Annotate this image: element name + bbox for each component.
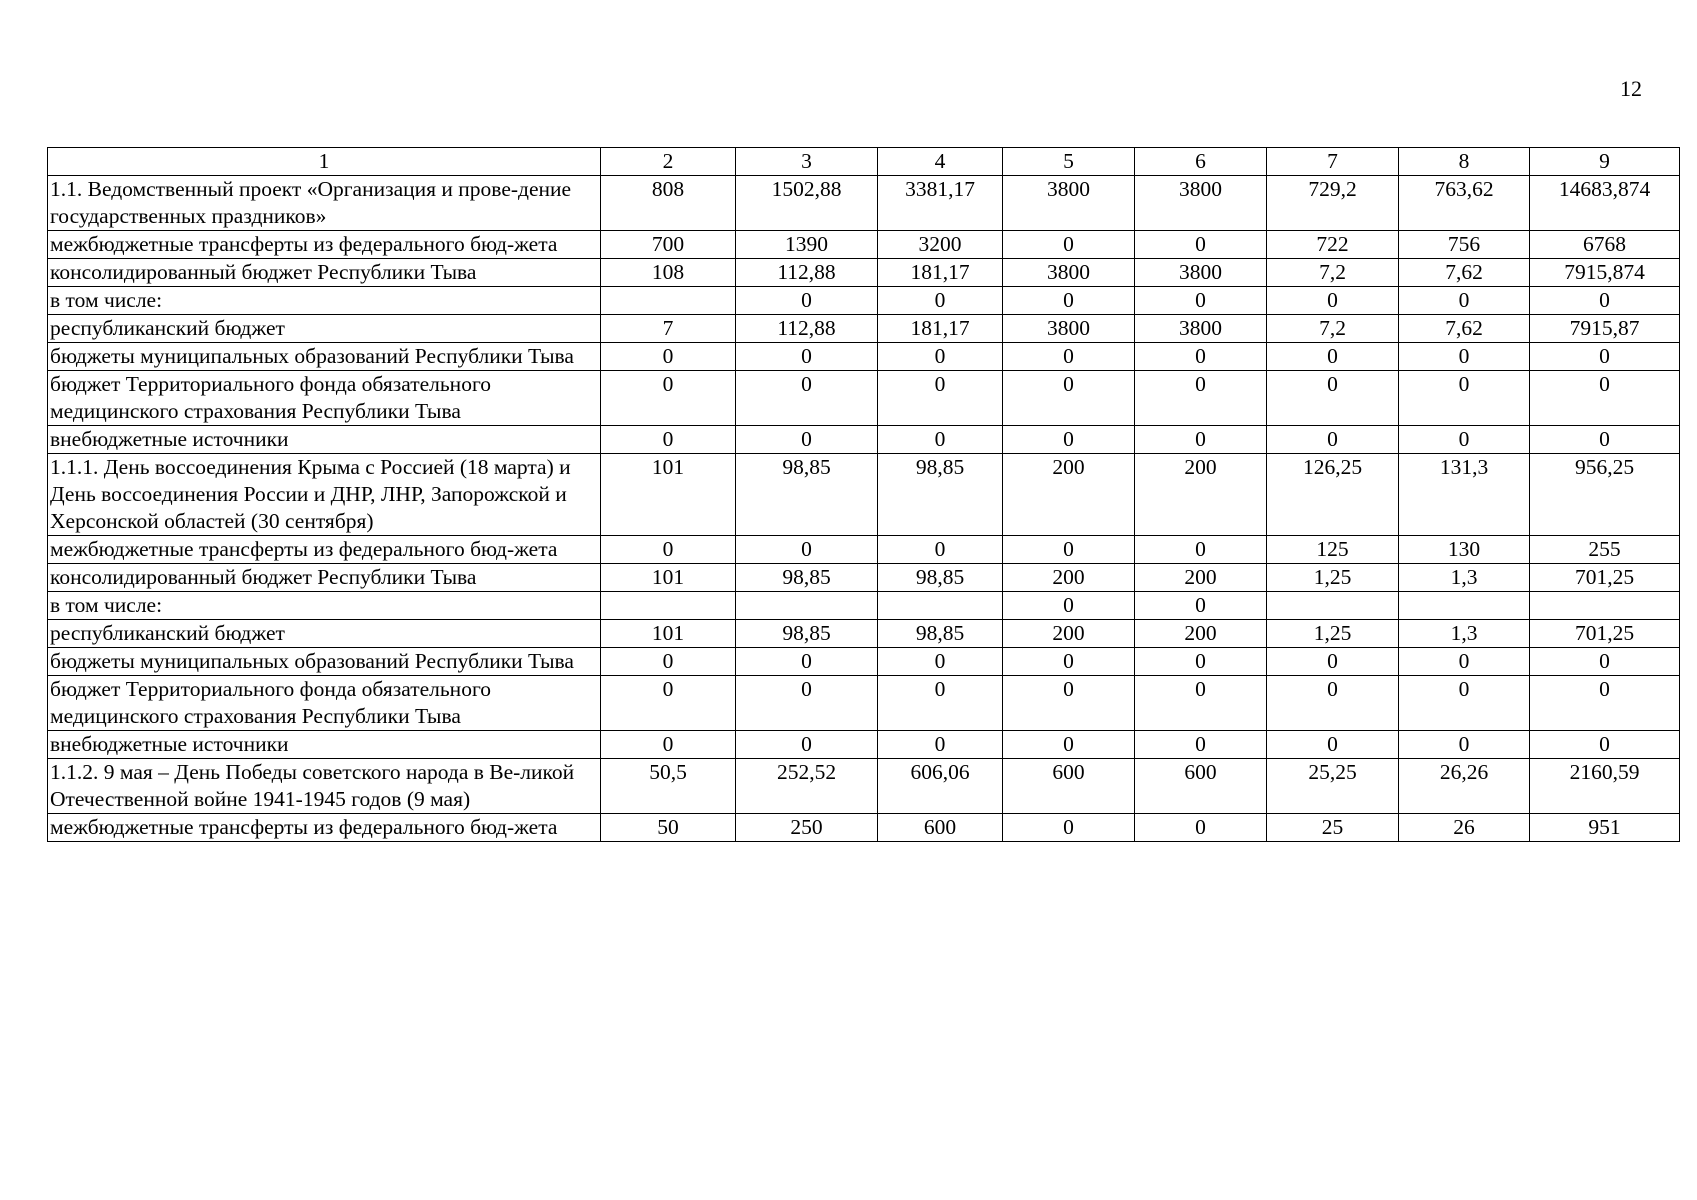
table-cell: 25,25 [1267,759,1399,814]
row-label: межбюджетные трансферты из федерального бюд-жета [48,231,601,259]
table-cell: 7,62 [1399,259,1530,287]
column-header: 7 [1267,148,1399,176]
table-cell: 0 [1267,371,1399,426]
row-label: межбюджетные трансферты из федерального бюд-жета [48,536,601,564]
table-cell: 0 [878,676,1003,731]
table-cell: 0 [1135,731,1267,759]
table-cell: 600 [878,814,1003,842]
table-cell [736,592,878,620]
table-cell: 0 [1267,426,1399,454]
table-cell: 0 [1003,814,1135,842]
table-cell: 2160,59 [1530,759,1680,814]
page-number: 12 [1620,76,1642,101]
table-cell: 700 [601,231,736,259]
table-cell: 200 [1003,564,1135,592]
table-cell: 0 [601,426,736,454]
table-row [48,648,1680,676]
table-cell: 0 [601,676,736,731]
table-cell: 0 [1003,648,1135,676]
table-cell [1530,592,1680,620]
row-label: консолидированный бюджет Республики Тыва [48,259,601,287]
table-cell: 701,25 [1530,564,1680,592]
table-cell: 0 [1399,426,1530,454]
table-cell: 7915,874 [1530,259,1680,287]
column-header: 3 [736,148,878,176]
table-cell: 0 [1530,343,1680,371]
table-cell: 756 [1399,231,1530,259]
table-row [48,426,1680,454]
table-row [48,620,1680,648]
table-cell: 0 [1530,676,1680,731]
row-label: внебюджетные источники [48,426,601,454]
table-cell: 7,62 [1399,315,1530,343]
table-cell: 606,06 [878,759,1003,814]
row-label: бюджет Территориального фонда обязательного медицинского страхования Республики Тыва [48,676,601,731]
table-cell: 0 [1267,343,1399,371]
table-cell: 0 [736,371,878,426]
table-cell: 0 [736,648,878,676]
table-cell: 0 [1530,731,1680,759]
table-row [48,592,1680,620]
column-header: 9 [1530,148,1680,176]
table-cell: 1502,88 [736,176,878,231]
table-cell: 0 [1003,287,1135,315]
table-row [48,759,1680,814]
table-row [48,536,1680,564]
table-cell: 0 [736,731,878,759]
row-label: бюджеты муниципальных образований Республики Тыва [48,343,601,371]
table-cell: 0 [1530,371,1680,426]
table-cell: 0 [601,343,736,371]
table-cell: 125 [1267,536,1399,564]
table-cell: 1,25 [1267,620,1399,648]
table-row [48,176,1680,231]
column-header: 5 [1003,148,1135,176]
table-cell: 0 [1135,231,1267,259]
table-row [48,731,1680,759]
table-cell: 25 [1267,814,1399,842]
table-cell: 3800 [1135,259,1267,287]
table-cell: 3800 [1135,315,1267,343]
table-cell [601,592,736,620]
table-row [48,371,1680,426]
table-cell: 26,26 [1399,759,1530,814]
row-label: консолидированный бюджет Республики Тыва [48,564,601,592]
row-label: 1.1.1. День воссоединения Крыма с Россией (18 марта) и День воссоединения России и ДНР, ЛНР, Запорожской и Херсонской областей (30 сентября) [48,454,601,536]
table-cell: 0 [601,648,736,676]
table-row [48,454,1680,536]
table-cell: 200 [1135,454,1267,536]
row-label: бюджет Территориального фонда обязательного медицинского страхования Республики Тыва [48,371,601,426]
table-cell: 0 [1530,426,1680,454]
table-cell: 0 [1399,371,1530,426]
table-cell: 0 [1399,287,1530,315]
budget-table [47,147,1680,842]
table-cell: 0 [601,536,736,564]
table-cell: 250 [736,814,878,842]
table-cell: 181,17 [878,315,1003,343]
table-cell: 0 [1399,731,1530,759]
table-cell: 0 [736,676,878,731]
table-row [48,814,1680,842]
table-cell: 600 [1135,759,1267,814]
table-cell: 50,5 [601,759,736,814]
table-cell: 0 [1530,287,1680,315]
table-cell: 200 [1003,620,1135,648]
table-cell: 255 [1530,536,1680,564]
table-cell: 200 [1135,620,1267,648]
table-cell: 0 [1135,371,1267,426]
table-row [48,343,1680,371]
table-cell: 1,3 [1399,620,1530,648]
row-label: в том числе: [48,592,601,620]
table-cell: 763,62 [1399,176,1530,231]
column-header: 1 [48,148,601,176]
row-label: республиканский бюджет [48,620,601,648]
table-cell: 98,85 [736,564,878,592]
table-cell: 600 [1003,759,1135,814]
table-cell: 0 [1003,426,1135,454]
table-cell: 0 [1135,814,1267,842]
table-cell: 0 [601,731,736,759]
table-cell: 0 [1135,536,1267,564]
table-cell [878,592,1003,620]
table-cell: 722 [1267,231,1399,259]
table-cell: 181,17 [878,259,1003,287]
row-label: республиканский бюджет [48,315,601,343]
table-cell: 101 [601,564,736,592]
row-label: межбюджетные трансферты из федерального бюд-жета [48,814,601,842]
table-cell: 0 [1135,343,1267,371]
table-cell: 0 [736,343,878,371]
table-cell: 0 [878,536,1003,564]
table-cell: 0 [1267,648,1399,676]
table-cell: 0 [1003,536,1135,564]
table-cell: 0 [878,426,1003,454]
table-cell: 50 [601,814,736,842]
table-cell: 1,3 [1399,564,1530,592]
table-cell: 26 [1399,814,1530,842]
table-cell: 3200 [878,231,1003,259]
table-cell: 1390 [736,231,878,259]
table-row [48,564,1680,592]
table-cell: 0 [1003,592,1135,620]
table-cell: 131,3 [1399,454,1530,536]
table-header-row [48,148,1680,176]
table-row [48,259,1680,287]
table-cell: 0 [1135,426,1267,454]
table-cell: 0 [1003,343,1135,371]
column-header: 8 [1399,148,1530,176]
table-cell: 252,52 [736,759,878,814]
row-label: 1.1. Ведомственный проект «Организация и прове-дение государственных праздников» [48,176,601,231]
table-cell: 0 [1003,231,1135,259]
table-cell: 0 [1399,648,1530,676]
table-cell: 0 [736,536,878,564]
table-row [48,231,1680,259]
table-cell: 0 [736,426,878,454]
table-cell: 0 [878,343,1003,371]
table-cell: 200 [1135,564,1267,592]
table-cell: 130 [1399,536,1530,564]
table-cell: 0 [878,287,1003,315]
table-cell: 701,25 [1530,620,1680,648]
table-cell: 951 [1530,814,1680,842]
table-cell: 0 [1530,648,1680,676]
table-cell: 3381,17 [878,176,1003,231]
table-cell: 98,85 [878,564,1003,592]
table-cell: 0 [1003,731,1135,759]
table-cell: 1,25 [1267,564,1399,592]
table-cell: 98,85 [736,454,878,536]
table-row [48,315,1680,343]
table-cell: 0 [601,371,736,426]
table-cell: 956,25 [1530,454,1680,536]
table-cell: 0 [1135,648,1267,676]
table-cell: 101 [601,454,736,536]
table-cell [1267,592,1399,620]
table-cell: 101 [601,620,736,648]
table-cell: 0 [1267,676,1399,731]
table-cell: 729,2 [1267,176,1399,231]
table-cell: 3800 [1003,259,1135,287]
table-cell: 0 [1135,592,1267,620]
table-cell: 112,88 [736,259,878,287]
table-cell: 3800 [1135,176,1267,231]
table-cell: 98,85 [736,620,878,648]
table-cell [1399,592,1530,620]
table-cell: 98,85 [878,454,1003,536]
column-header: 4 [878,148,1003,176]
table-cell: 0 [1399,343,1530,371]
column-header: 6 [1135,148,1267,176]
table-cell: 6768 [1530,231,1680,259]
table-row [48,676,1680,731]
table-cell: 0 [1135,287,1267,315]
table-cell: 112,88 [736,315,878,343]
table-cell [601,287,736,315]
table-cell: 14683,874 [1530,176,1680,231]
table-cell: 0 [1135,676,1267,731]
table-cell: 0 [1267,731,1399,759]
table-cell: 98,85 [878,620,1003,648]
row-label: внебюджетные источники [48,731,601,759]
table-cell: 7 [601,315,736,343]
table-cell: 200 [1003,454,1135,536]
row-label: в том числе: [48,287,601,315]
row-label: 1.1.2. 9 мая – День Победы советского народа в Ве-ликой Отечественной войне 1941-1945 годов (9 мая) [48,759,601,814]
column-header: 2 [601,148,736,176]
table-cell: 7915,87 [1530,315,1680,343]
table-cell: 7,2 [1267,315,1399,343]
row-label: бюджеты муниципальных образований Республики Тыва [48,648,601,676]
table-cell: 0 [1003,676,1135,731]
table-row [48,287,1680,315]
table-cell: 126,25 [1267,454,1399,536]
table-cell: 3800 [1003,176,1135,231]
table-cell: 0 [878,371,1003,426]
table-cell: 0 [1003,371,1135,426]
table-cell: 808 [601,176,736,231]
table-cell: 0 [1399,676,1530,731]
table-cell: 0 [1267,287,1399,315]
table-cell: 0 [878,648,1003,676]
table-cell: 0 [878,731,1003,759]
table-cell: 108 [601,259,736,287]
table-cell: 0 [736,287,878,315]
table-cell: 3800 [1003,315,1135,343]
table-cell: 7,2 [1267,259,1399,287]
